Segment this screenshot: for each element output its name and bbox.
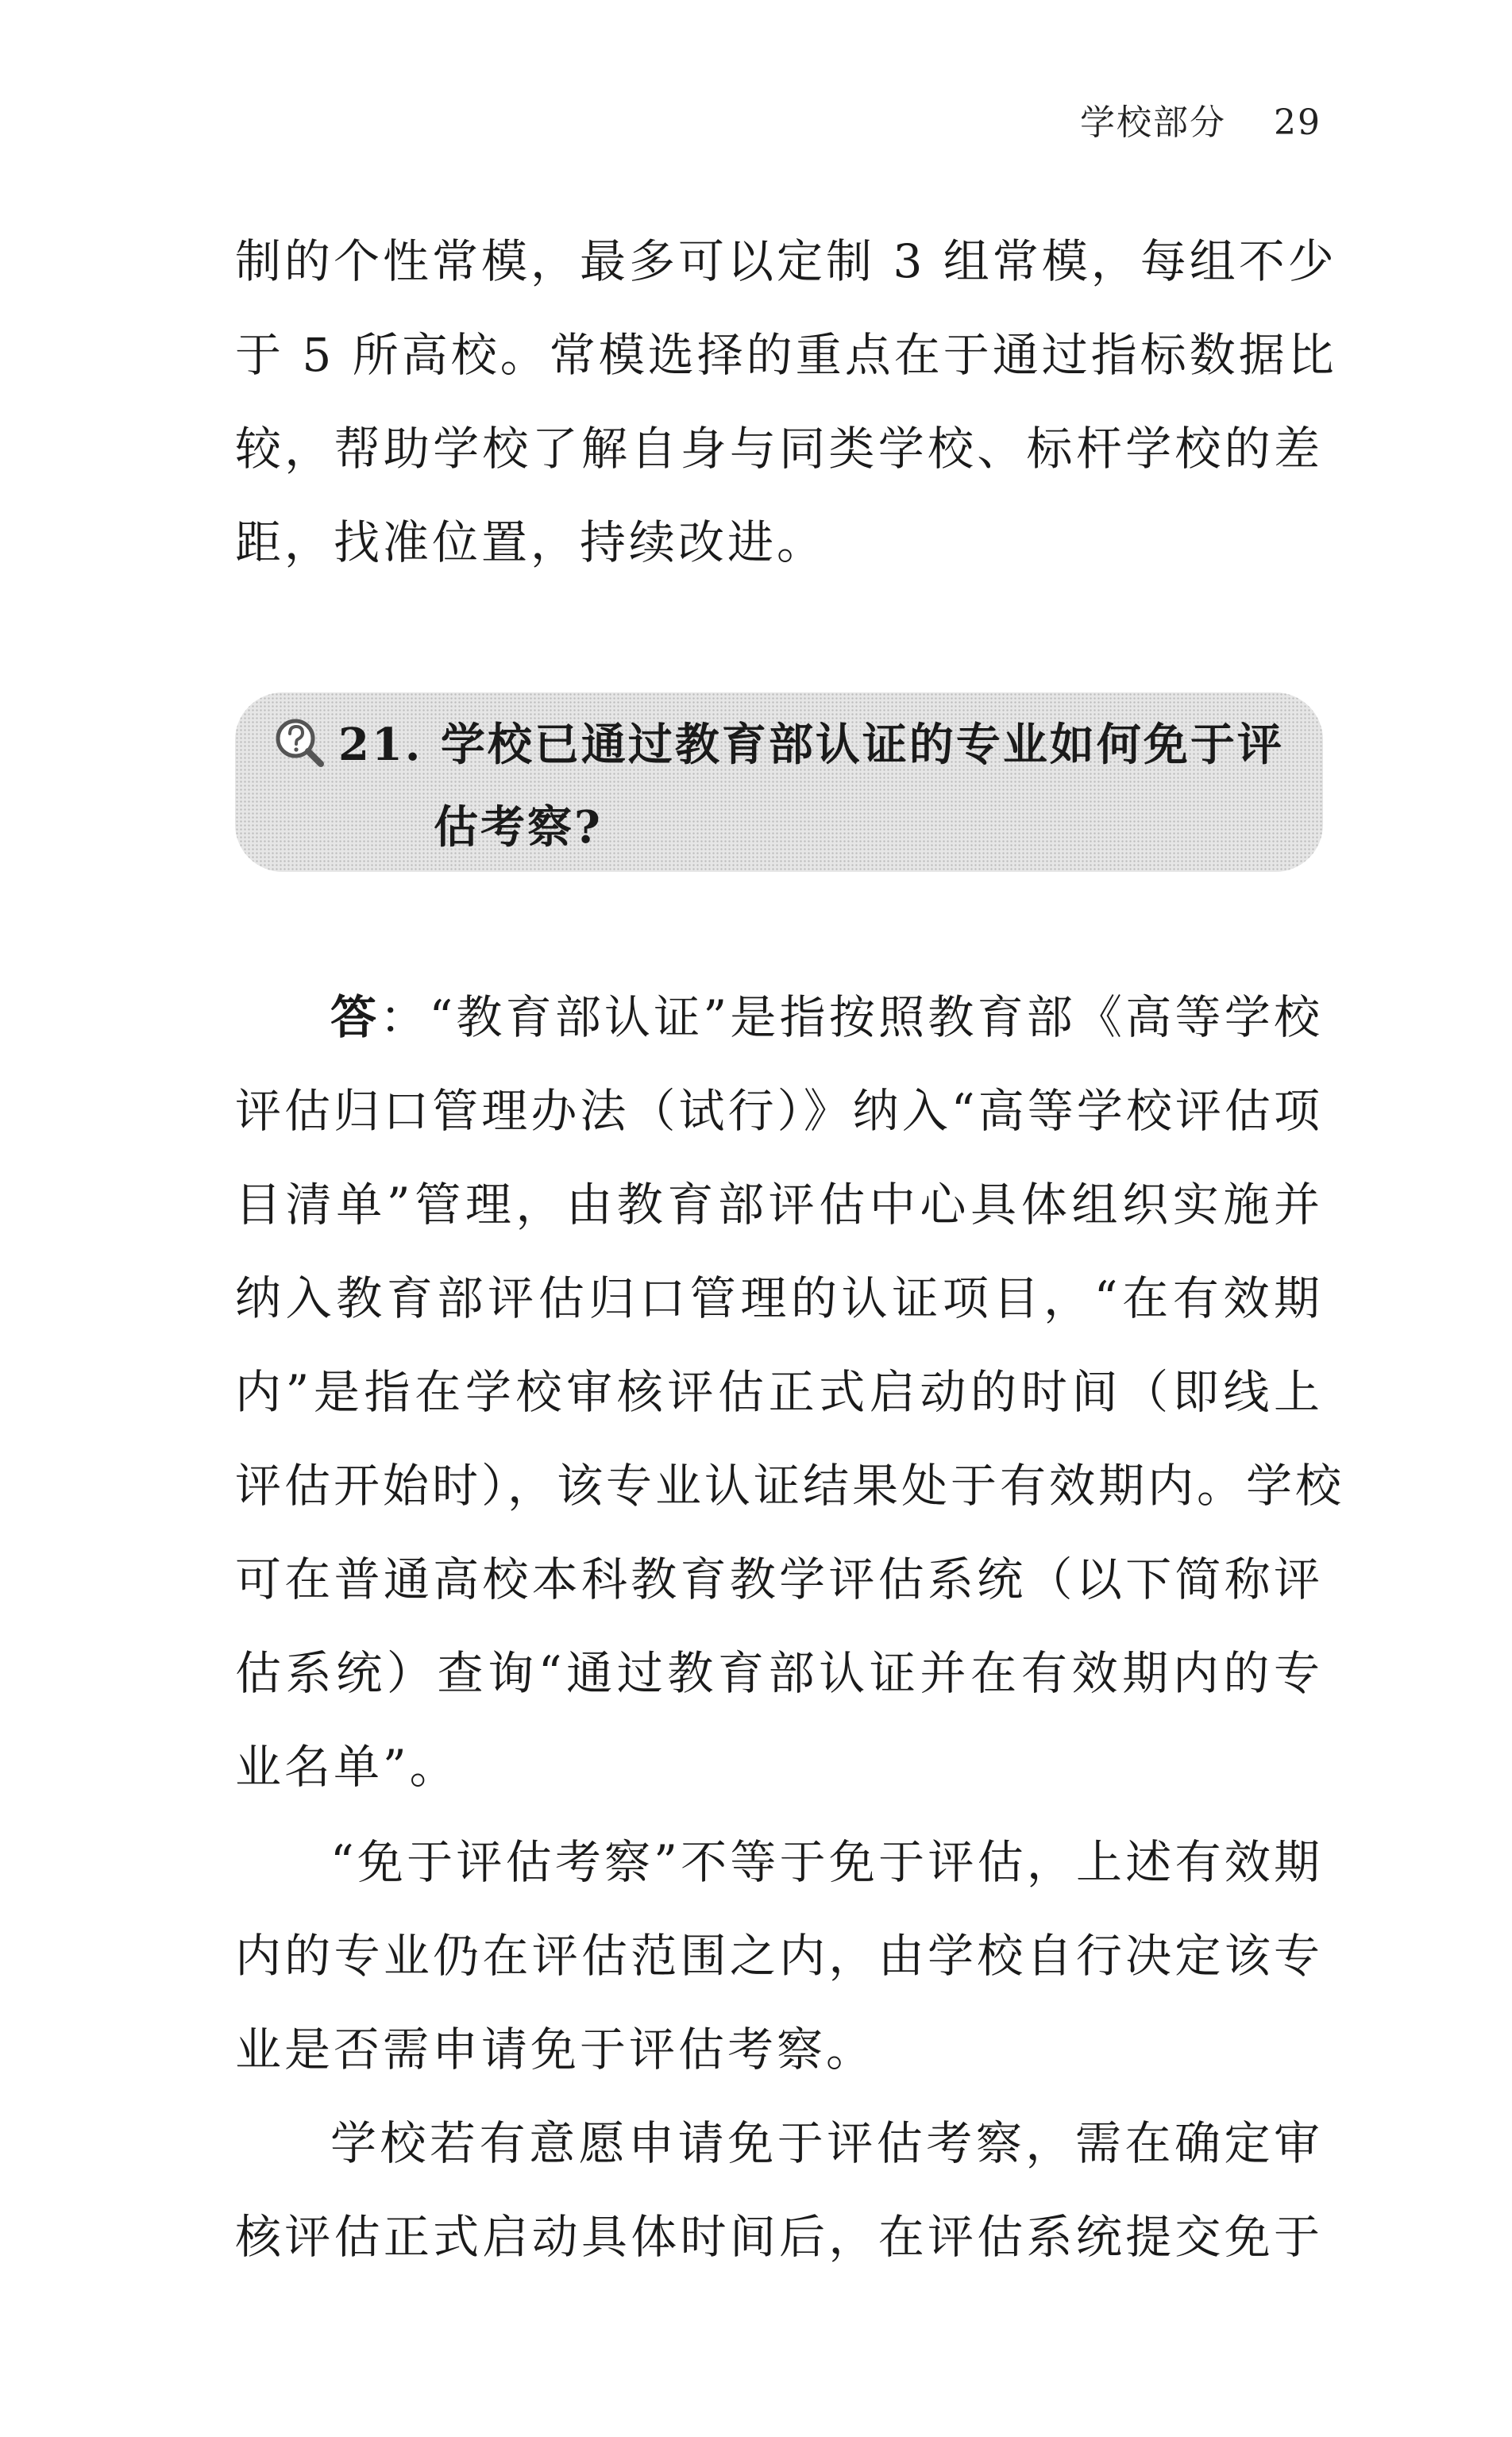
para2-line: “免于评估考察”不等于免于评估，上述有效期 xyxy=(330,1835,1323,1889)
page-number: 29 xyxy=(1274,102,1321,143)
intro-line: 较，帮助学校了解自身与同类学校、标杆学校的差 xyxy=(235,422,1323,476)
intro-paragraph xyxy=(235,214,1337,589)
answer-line: 内”是指在学校审核评估正式启动的时间（即线上 xyxy=(235,1365,1323,1419)
question-title-line1: 21. 学校已通过教育部认证的专业如何免于评 xyxy=(338,719,1284,771)
para2-line: 业是否需申请免于评估考察。 xyxy=(235,2022,876,2076)
question-heading-box xyxy=(235,692,1323,872)
para2-line: 内的专业仍在评估范围之内，由学校自行决定该专 xyxy=(235,1929,1323,1983)
answer-paragraph xyxy=(235,970,1345,1814)
answer-line: 纳入教育部评估归口管理的认证项目，“在有效期 xyxy=(235,1271,1323,1325)
intro-line: 制的个性常模，最多可以定制 3 组常模，每组不少 xyxy=(235,234,1337,288)
answer-label-punct: ： xyxy=(380,990,430,1044)
question-magnifier-icon xyxy=(272,715,327,770)
question-title xyxy=(338,704,1284,869)
answer-line: 业名单”。 xyxy=(235,1740,459,1794)
answer-line: 评估开始时），该专业认证结果处于有效期内。学校 xyxy=(235,1459,1345,1513)
paragraph-2 xyxy=(235,1815,1323,2096)
intro-line: 于 5 所高校。常模选择的重点在于通过指标数据比 xyxy=(235,328,1337,382)
answer-line: “教育部认证”是指按照教育部《高等学校 xyxy=(429,990,1323,1044)
answer-line: 估系统）查询“通过教育部认证并在有效期内的专 xyxy=(235,1646,1323,1700)
answer-first-line xyxy=(235,970,1323,1064)
answer-line: 可在普通高校本科教育教学评估系统（以下简称评 xyxy=(235,1552,1323,1606)
intro-line: 距，找准位置，持续改进。 xyxy=(235,515,827,569)
answer-label: 答 xyxy=(330,990,380,1044)
para3-line: 学校若有意愿申请免于评估考察，需在确定审 xyxy=(330,2116,1323,2170)
running-header xyxy=(1080,94,1321,145)
section-title: 学校部分 xyxy=(1080,102,1226,143)
answer-line: 目清单”管理，由教育部评估中心具体组织实施并 xyxy=(235,1178,1323,1232)
question-title-line2: 估考察? xyxy=(434,801,603,854)
para3-line: 核评估正式启动具体时间后，在评估系统提交免于 xyxy=(235,2210,1323,2264)
answer-line: 评估归口管理办法（试行）》纳入“高等学校评估项 xyxy=(235,1084,1323,1138)
paragraph-3 xyxy=(235,2096,1323,2284)
